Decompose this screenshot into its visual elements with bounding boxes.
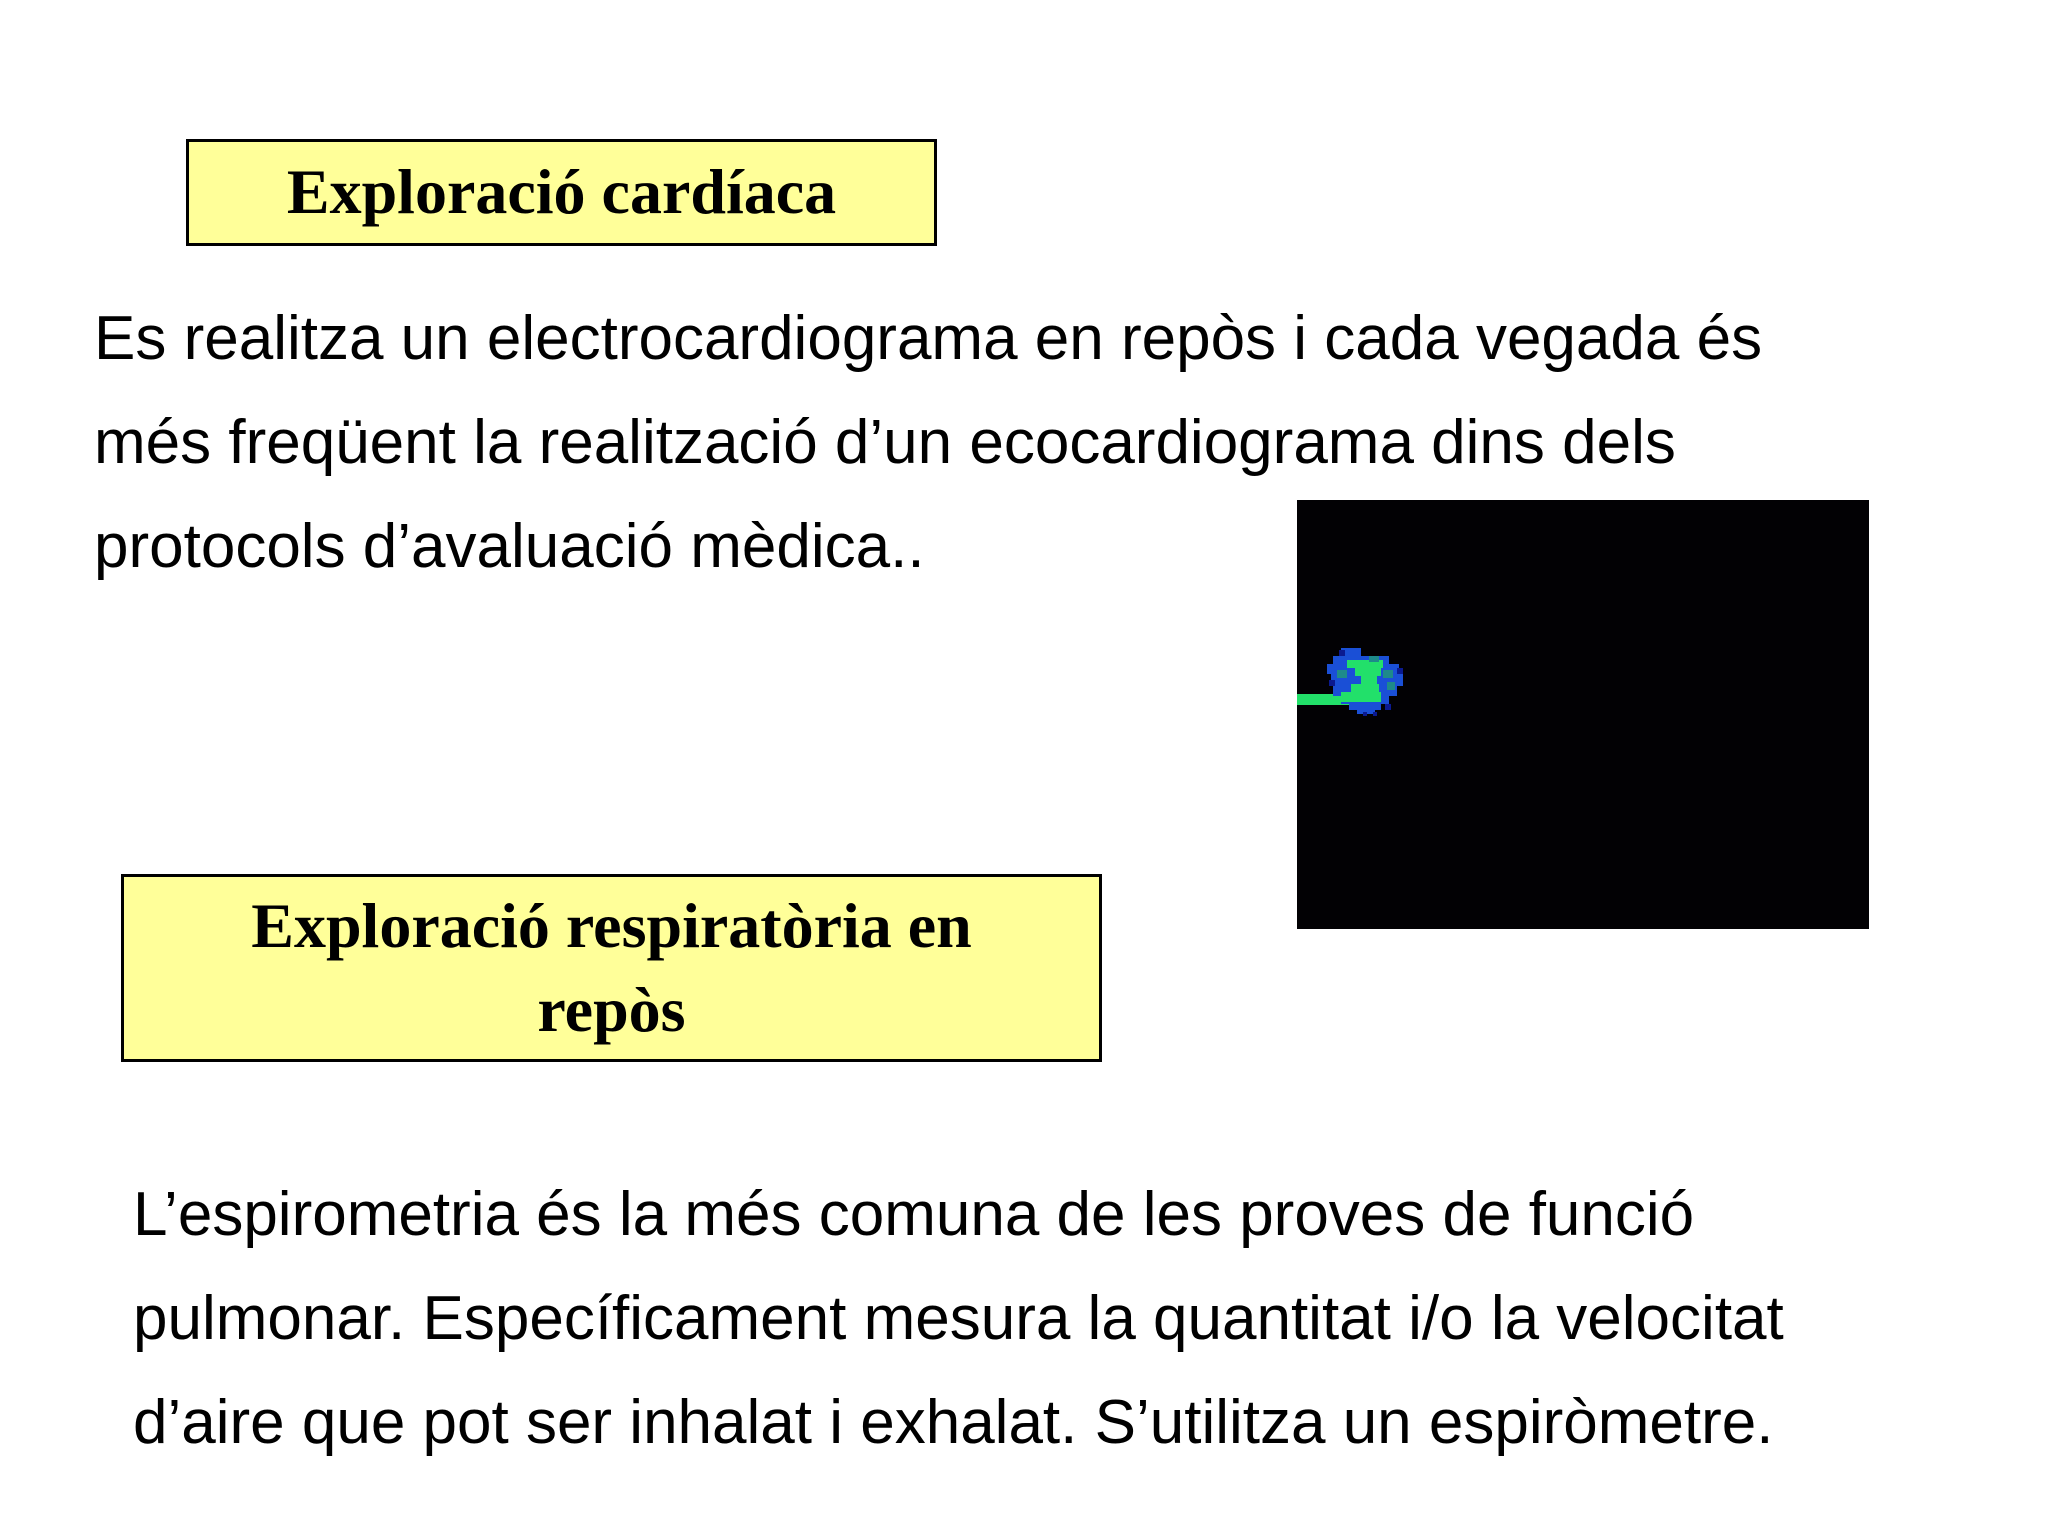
- echocardiogram-animation-icon: [1297, 500, 1869, 929]
- respiratory-text-line: d’aire que pot ser inhalat i exhalat. S’utilitza un espiròmetre.: [133, 1388, 1774, 1457]
- respiratory-title-line: repòs: [537, 974, 686, 1045]
- respiratory-section-title: [121, 874, 1102, 1062]
- respiratory-text-line: L’espirometria és la més comuna de les proves de funció: [133, 1180, 1695, 1249]
- cardiac-section-title: [186, 139, 937, 246]
- respiratory-description: [133, 1163, 2013, 1475]
- respiratory-title-text: [251, 884, 972, 1052]
- respiratory-title-line: Exploració respiratòria en: [251, 890, 972, 961]
- cardiac-title-text: Exploració cardíaca: [286, 156, 837, 228]
- cardiac-text-line: més freqüent la realització d’un ecocardiograma dins dels: [94, 408, 1676, 477]
- respiratory-text-line: pulmonar. Específicament mesura la quantitat i/o la velocitat: [133, 1284, 1784, 1353]
- echocardiogram-image: [1297, 500, 1869, 929]
- cardiac-text-line: protocols d’avaluació mèdica..: [94, 512, 925, 581]
- cardiac-text-line: Es realitza un electrocardiograma en repòs i cada vegada és: [94, 304, 1763, 373]
